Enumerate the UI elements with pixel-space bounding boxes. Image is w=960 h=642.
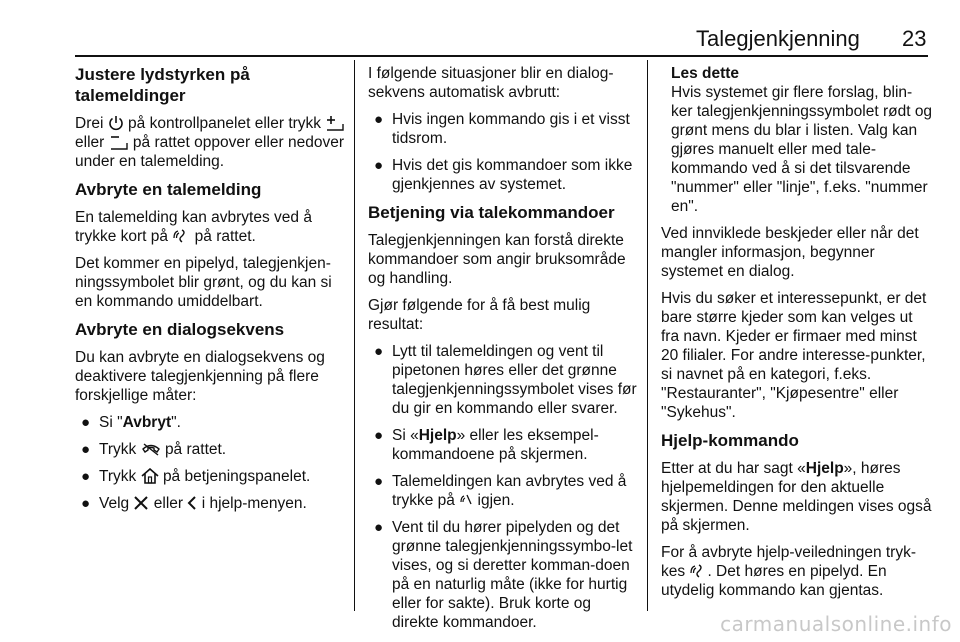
list-item bbox=[368, 156, 638, 194]
paragraph-help bbox=[661, 459, 933, 535]
column-divider bbox=[647, 60, 648, 611]
list-item bbox=[75, 440, 347, 459]
bullet: ● bbox=[374, 343, 384, 360]
hang-up-icon bbox=[141, 441, 161, 457]
column-2 bbox=[368, 64, 638, 640]
paragraph-beep: Det kommer en pipelyd, talegjenkjen-ningssymbolet blir grønt, og du kan si en kommando umiddelbart. bbox=[75, 255, 332, 310]
text: Lytt til talemeldingen og vent til pipetonen høres eller det grønne talegjenkjenningssymbolet vises før du gir en kommando eller svarer. bbox=[392, 343, 637, 417]
list-item bbox=[75, 467, 347, 486]
text: Etter at du har sagt « bbox=[661, 460, 806, 477]
text: Hvis det gis kommandoer som ikke gjenkjennes av systemet. bbox=[392, 157, 633, 193]
text: på rattet oppover eller nedover under en talemelding. bbox=[75, 134, 345, 170]
heading-volume: Justere lydstyrken på talemeldinger bbox=[75, 65, 250, 105]
page-header bbox=[0, 0, 960, 60]
text: . Det høres en pipelyd. En utydelig kommando kan gjentas. bbox=[661, 563, 887, 599]
text: », høres hjelpemeldingen for den aktuelle skjermen. Denne meldingen vises også på skjermen. bbox=[661, 460, 932, 534]
text: Si « bbox=[392, 427, 419, 444]
text: Hjelp bbox=[805, 460, 844, 477]
text: For å avbryte hjelp-veiledningen tryk-kes bbox=[661, 544, 917, 580]
paragraph-dialog: Ved innviklede beskjeder eller når det mangler informasjon, begynner systemet en dialog. bbox=[661, 225, 919, 280]
bullet: ● bbox=[81, 468, 91, 485]
text: Drei bbox=[75, 115, 104, 132]
text: Avbryt bbox=[122, 414, 172, 431]
text: Vent til du hører pipelyden og det grønne talegjenkjenningssymbo-let vises, og si deretter komman-doen på en naturlig måte (ikke for hurtig eller for sakte). Bruk korte og direkte kommandoer. bbox=[392, 519, 633, 631]
note-text: Hvis systemet gir flere forslag, blin-ker talegjenkjenningssymbolet rødt og grønt mens du blar i listen. Valg kan gjøres manuelt eller med tale-kommando ved å si det tilsvarende "nummer" eller "linje", f.eks. "nummer en". bbox=[671, 84, 933, 215]
text: Hjelp bbox=[418, 427, 457, 444]
paragraph-volume bbox=[75, 114, 347, 171]
text: Trykk bbox=[99, 441, 137, 458]
paragraph-poi: Hvis du søker et interessepunkt, er det bare større kjeder som kan velges ut fra navn. Kjeder er firmaer med minst 20 filialer. For andre interesse-punkter, si navnet på en kategori, f.eks. "Restauranter", "Kjøpesentre" eller "Sykehus". bbox=[661, 290, 927, 421]
text: Talemeldingen kan avbrytes ved å trykke på bbox=[392, 473, 627, 509]
bullet: ● bbox=[374, 427, 384, 444]
list-item bbox=[368, 518, 638, 632]
bullet: ● bbox=[374, 519, 384, 536]
bullet: ● bbox=[81, 441, 91, 458]
back-chevron-icon bbox=[187, 495, 197, 511]
text: ". bbox=[171, 414, 181, 431]
text: En talemelding kan avbrytes ved å trykke kort på bbox=[75, 209, 312, 245]
voice-button-icon bbox=[172, 228, 190, 244]
header-rule bbox=[75, 55, 928, 57]
text: på betjeningspanelet. bbox=[162, 468, 311, 485]
list-item bbox=[368, 472, 638, 510]
column-divider bbox=[354, 60, 355, 611]
voice-button-icon bbox=[689, 563, 707, 579]
text: Trykk bbox=[99, 468, 137, 485]
note-title: Les dette bbox=[671, 65, 740, 82]
text: igjen. bbox=[477, 492, 515, 509]
text: » eller les eksempel-kommandoene på skjermen. bbox=[392, 427, 599, 463]
heading-voice-commands: Betjening via talekommandoer bbox=[368, 203, 615, 222]
note-box bbox=[661, 64, 933, 216]
paragraph-auto-abort: I følgende situasjoner blir en dialog-sekvens automatisk avbrutt: bbox=[368, 65, 614, 101]
heading-help-command: Hjelp-kommando bbox=[661, 431, 799, 450]
text: Si " bbox=[99, 414, 123, 431]
list-item bbox=[368, 342, 638, 418]
abort-methods-list bbox=[75, 413, 347, 513]
column-3 bbox=[661, 64, 933, 608]
list-item bbox=[368, 110, 638, 148]
heading-abort-message: Avbryte en talemelding bbox=[75, 180, 262, 199]
bullet: ● bbox=[374, 157, 384, 174]
paragraph-result: Gjør følgende for å få best mulig resultat: bbox=[368, 297, 591, 333]
text: på kontrollpanelet eller trykk bbox=[128, 115, 322, 132]
tips-list bbox=[368, 342, 638, 632]
text: eller bbox=[75, 134, 105, 151]
text: på rattet. bbox=[194, 228, 256, 245]
page-number: 23 bbox=[902, 26, 927, 51]
paragraph-help-abort bbox=[661, 543, 933, 600]
text: Velg bbox=[99, 495, 130, 512]
column-1 bbox=[75, 64, 347, 521]
close-icon bbox=[133, 495, 149, 511]
list-item bbox=[75, 413, 347, 432]
volume-down-icon bbox=[109, 134, 129, 150]
text: på rattet. bbox=[164, 441, 227, 458]
bullet: ● bbox=[374, 473, 384, 490]
bullet: ● bbox=[81, 495, 91, 512]
page-title: Talegjenkjenning bbox=[696, 26, 860, 51]
text: Hvis ingen kommando gis i et visst tidsrom. bbox=[392, 111, 630, 147]
volume-up-icon bbox=[325, 115, 345, 131]
power-knob-icon bbox=[108, 115, 124, 131]
bullet: ● bbox=[81, 414, 91, 431]
text: i hjelp-menyen. bbox=[201, 495, 307, 512]
paragraph-voice: Talegjenkjenningen kan forstå direkte kommandoer som angir bruksområde og handling. bbox=[368, 232, 626, 287]
paragraph-abort-message bbox=[75, 208, 347, 246]
bullet: ● bbox=[374, 111, 384, 128]
text: eller bbox=[153, 495, 184, 512]
list-item bbox=[75, 494, 347, 513]
heading-abort-dialog: Avbryte en dialogsekvens bbox=[75, 320, 285, 339]
voice-button-icon bbox=[459, 492, 473, 508]
auto-abort-list bbox=[368, 110, 638, 194]
home-icon bbox=[141, 468, 159, 484]
list-item bbox=[368, 426, 638, 464]
paragraph-abort-dialog: Du kan avbryte en dialogsekvens og deaktivere talegjenkjenning på flere forskjellige måter: bbox=[75, 349, 325, 404]
watermark: carmanualsonline.info bbox=[720, 612, 952, 636]
